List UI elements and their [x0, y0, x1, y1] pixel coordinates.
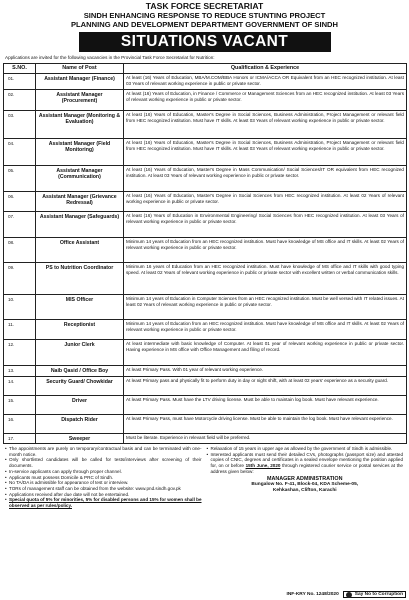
table-row: [4, 111, 407, 139]
row-sno: 16.: [4, 415, 36, 434]
row-sno: 08.: [4, 238, 36, 263]
row-qualification: At least (16) Years of Education, in Finance / Commerce or Management Sciences from an HEC recognized institution. At least 03 Years of relevant working experience in public or private sector.: [124, 90, 407, 111]
row-sno: 09.: [4, 263, 36, 295]
emblem-icon: [346, 592, 352, 598]
row-sno: 15.: [4, 396, 36, 415]
row-sno: 02.: [4, 90, 36, 111]
row-post: Assistant Manager (Grievance Redressal): [36, 192, 124, 212]
row-post: PS to Nutrition Coordinator: [36, 263, 124, 295]
row-sno: 17.: [4, 434, 36, 444]
row-qualification: At least (16) Years of Education, Master's Degree in Social Sciences, Business Administration, Project Management or relevant field from HEC recognized institution. Must have IT skills. At least 03 Years of relevant working experience in public or private sector.: [124, 111, 407, 139]
terms-section: [3, 445, 406, 509]
term-item: • Only shortlisted candidates will be called for tests/interviews after screening of their documents.: [5, 457, 202, 468]
term-item: • Relaxation of 15 years in upper age as allowed by the government of Sindh is admissible.: [207, 446, 404, 452]
row-sno: 13.: [4, 366, 36, 377]
row-post: Sweeper: [36, 434, 124, 444]
table-header-row: [4, 64, 407, 74]
apply-text-before: Interested applicants must send their detailed CVs, photographs (passport size) and attested copies of CNIC, degrees and certificates in a sealed envelope mentioning the position applied for, on or before: [210, 451, 403, 469]
term-item: • TORs of management staff can be obtained from the website: www.pnd.sindh.gov.pk: [5, 486, 202, 492]
row-post: Office Assistant: [36, 238, 124, 263]
row-qualification: At least (16) Years of Education, Master's Degree in Mass Communication/ Social Sciences/IT OR equivalent from HEC recognized institution. At least 03 Years of relevant working experience in public or private sector.: [124, 166, 407, 192]
row-post: Driver: [36, 396, 124, 415]
special-quota-note: • Special quota of 5% for minorities, 5% for disabled persons and 15% for women shall be observed as per rules/policy.: [5, 497, 202, 508]
term-item: • The appointments are purely on temporary/contractual basis and can be terminated with one-month notice.: [5, 446, 202, 457]
table-row: [4, 212, 407, 238]
row-qualification: Minimum 16 years of Education from an HEC recognized institution. Must have knowledge of MS office and IT skills with good typing speed. At least 02 Years of relevant working experience in public or private sector with excellent written or verbal communication skills.: [124, 263, 407, 295]
table-row: [4, 340, 407, 366]
situations-vacant-banner: SITUATIONS VACANT: [79, 32, 331, 52]
row-qualification: At least Primary Pass. With 01 year of relevant working experience.: [124, 366, 407, 377]
row-qualification: At least Primary Pass, must have Motorcycle driving license. Must be able to maintain the log book. Must have relevant experience.: [124, 415, 407, 434]
row-sno: 14.: [4, 377, 36, 396]
table-row: [4, 90, 407, 111]
row-post: Dispatch Rider: [36, 415, 124, 434]
row-qualification: At least Primary Pass. Must have the LTV driving license. Must be able to maintain log book. Must have relevant experience.: [124, 396, 407, 415]
footer: [3, 590, 406, 599]
row-qualification: Minimum 14 years of Education from an HEC recognized institution. Must have knowledge of MS office and IT skills. At least 02 Years of relevant working experience in public or private sector.: [124, 238, 407, 263]
vacancy-table: [3, 63, 407, 444]
row-sno: 07.: [4, 212, 36, 238]
row-qualification: At least Primary pass and physically fit to perform duty in day or night shift, with at least 02 years' experience as a security guard.: [124, 377, 407, 396]
term-item: • In-service applicants can apply through proper channel.: [5, 469, 202, 475]
header-line-3: PLANNING AND DEVELOPMENT DEPARTMENT GOVERNMENT OF SINDH: [70, 20, 339, 29]
table-row: [4, 139, 407, 166]
row-qualification: At least (16) Years of Education, Master's Degree in Social Sciences, Business Administration, Project Management or relevant field from HEC recognized institution. Must have IT skills. At least 03 Years of relevant working experience in public or private sector.: [124, 139, 407, 166]
row-sno: 11.: [4, 320, 36, 340]
row-post: Assistant Manager (Monitoring & Evaluation): [36, 111, 124, 139]
table-row: [4, 295, 407, 320]
table-row: [4, 166, 407, 192]
row-post: Naib Qasid / Office Boy: [36, 366, 124, 377]
row-qualification: Minimum 14 years of Education in Computer Sciences from an HEC recognized institution. Must be well versed with IT related issues. At least 02 Years of relevant working experience in public or private sector.: [124, 295, 407, 320]
row-sno: 06.: [4, 192, 36, 212]
table-row: [4, 74, 407, 90]
terms-left-column: [3, 445, 205, 509]
table-row: [4, 366, 407, 377]
table-row: [4, 377, 407, 396]
row-sno: 01.: [4, 74, 36, 90]
header-line-1: TASK FORCE SECRETARIAT: [145, 1, 264, 11]
row-post: Assistant Manager (Procurement): [36, 90, 124, 111]
row-qualification: At least (16) Years of Education, Master's Degree in Social Sciences from HEC recognized institution. At least 02 Years of relevant working experience in public or private sector.: [124, 192, 407, 212]
apply-text-after: through registered courier service or postal services at the address given below:: [210, 463, 403, 474]
address-line-1: Bungalow No. F-41, Block-04, KDA Scheme-05,: [251, 481, 359, 487]
table-row: [4, 320, 407, 340]
row-post: Junior Clerk: [36, 340, 124, 366]
last-date: 15th June, 2020: [245, 463, 281, 469]
row-sno: 04.: [4, 139, 36, 166]
row-sno: 10.: [4, 295, 36, 320]
row-post: MIS Officer: [36, 295, 124, 320]
row-post: Assistant Manager (Safeguards): [36, 212, 124, 238]
mailing-address: [207, 476, 404, 494]
term-item: • Applications received after due date will not be entertained.: [5, 492, 202, 498]
row-sno: 05.: [4, 166, 36, 192]
row-post: Assistant Manager (Finance): [36, 74, 124, 90]
inf-number: INF-KRY No. 1248/2020: [286, 592, 339, 597]
badge-text: Say No to Corruption: [354, 592, 403, 597]
row-qualification: Must be literate. Experience in relevant field will be preferred.: [124, 434, 407, 444]
row-qualification: Minimum 14 years of Education from an HEC recognized institution. Must have knowledge of MS office and IT skills. At least 02 Years of relevant working experience in public or private sector.: [124, 320, 407, 340]
row-sno: 03.: [4, 111, 36, 139]
row-post: Assistant Manager (Communication): [36, 166, 124, 192]
table-row: [4, 396, 407, 415]
anti-corruption-badge: [343, 591, 406, 598]
row-post: Security Guard/ Chowkidar: [36, 377, 124, 396]
row-qualification: At least intermediate with basic knowledge of Computer. At least 01 year of relevant working experience in public or private sector. Having experience in MS office with Office Management and filing of record.: [124, 340, 407, 366]
row-sno: 12.: [4, 340, 36, 366]
terms-right-column: [205, 445, 407, 509]
table-row: [4, 434, 407, 444]
row-post: Assistant Manager (Field Monitoring): [36, 139, 124, 166]
header: [3, 2, 406, 29]
header-line-2: SINDH ENHANCING RESPONSE TO REDUCE STUNTING PROJECT: [83, 11, 326, 20]
column-header-qualification: Qualification & Experience: [124, 64, 407, 74]
row-post: Receptionist: [36, 320, 124, 340]
table-row: [4, 415, 407, 434]
table-row: [4, 263, 407, 295]
address-title: MANAGER ADMINISTRATION: [267, 475, 343, 482]
how-to-apply-note: [207, 452, 404, 475]
row-qualification: At least (16) Years of Education in Environmental Engineering/ Social Sciences from HEC recognized institution. At least 03 Years of relevant working experience in public or private sector.: [124, 212, 407, 238]
term-item: • No TA/DA is admissible for appearance of test or interview.: [5, 480, 202, 486]
table-row: [4, 238, 407, 263]
column-header-post: Name of Post: [36, 64, 124, 74]
intro-text: Applications are invited for the following vacancies in the Provincial Task Force Secretariat for Nutrition:: [5, 55, 215, 60]
table-row: [4, 192, 407, 212]
row-qualification: At least (16) Years of Education, MBA/M.COM/BBA Honors or ICMA/ACCA OR Equivalent from an HEC recognized institution. At least 03 Years of relevant working experience in public or private sector.: [124, 74, 407, 90]
address-line-2: Kehkashan, Clifton, Karachi: [272, 487, 337, 493]
column-header-sno: S.NO.: [4, 64, 36, 74]
term-item: • Applicants must possess Domicile & PRC of Sindh.: [5, 475, 202, 481]
